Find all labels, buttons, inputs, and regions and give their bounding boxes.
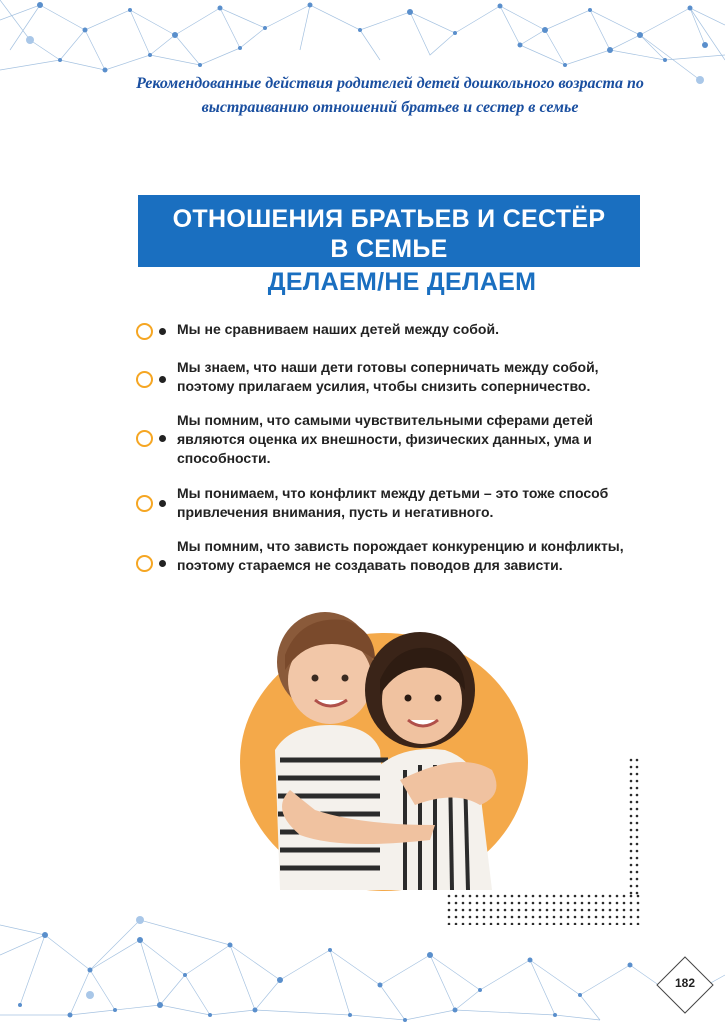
network-pattern-bottom [0,915,725,1024]
banner-title-line2: В СЕМЬЕ [330,235,448,263]
list-item-text: Мы помним, что зависть порождает конкуренцию и конфликты, поэтому стараемся не создавать поводов для зависти. [177,538,624,573]
list-item-text: Мы понимаем, что конфликт между детьми – это тоже способ привлечения внимания, пусть и негативного. [177,485,609,520]
page-number-badge [655,955,715,1015]
bullet-dot-icon [159,560,166,567]
title-banner [138,195,640,267]
page-subtitle: Рекомендованные действия родителей детей дошкольного возраста по выстраиванию отношений братьев и сестер в семье [136,75,644,116]
bullet-ring-icon [136,430,153,447]
do-dont-heading: ДЕЛАЕМ/НЕ ДЕЛАЕМ [267,268,537,296]
children-photo [230,600,550,900]
bullet-ring-icon [136,495,153,512]
page-number: 182 [674,976,696,990]
boy-figure [275,612,390,890]
bullet-dot-icon [159,328,166,335]
bullet-ring-icon [136,323,153,340]
list-item-text: Мы помним, что самыми чувствительными сферами детей являются оценка их внешности, физических данных, ума и способности. [177,412,594,466]
bullet-dot-icon [159,376,166,383]
banner-title-line1: ОТНОШЕНИЯ БРАТЬЕВ И СЕСТЁР [172,205,606,233]
list-item-text: Мы знаем, что наши дети готовы соперничать между собой, поэтому прилагаем усилия, чтобы снизить соперничество. [177,359,599,394]
dot-grid-decoration-vertical [628,757,640,899]
list-item-text: Мы не сравниваем наших детей между собой. [177,321,499,337]
bullet-dot-icon [159,500,166,507]
bullet-ring-icon [136,371,153,388]
hugging-children-illustration [230,600,550,900]
bullet-dot-icon [159,435,166,442]
bullet-ring-icon [136,555,153,572]
